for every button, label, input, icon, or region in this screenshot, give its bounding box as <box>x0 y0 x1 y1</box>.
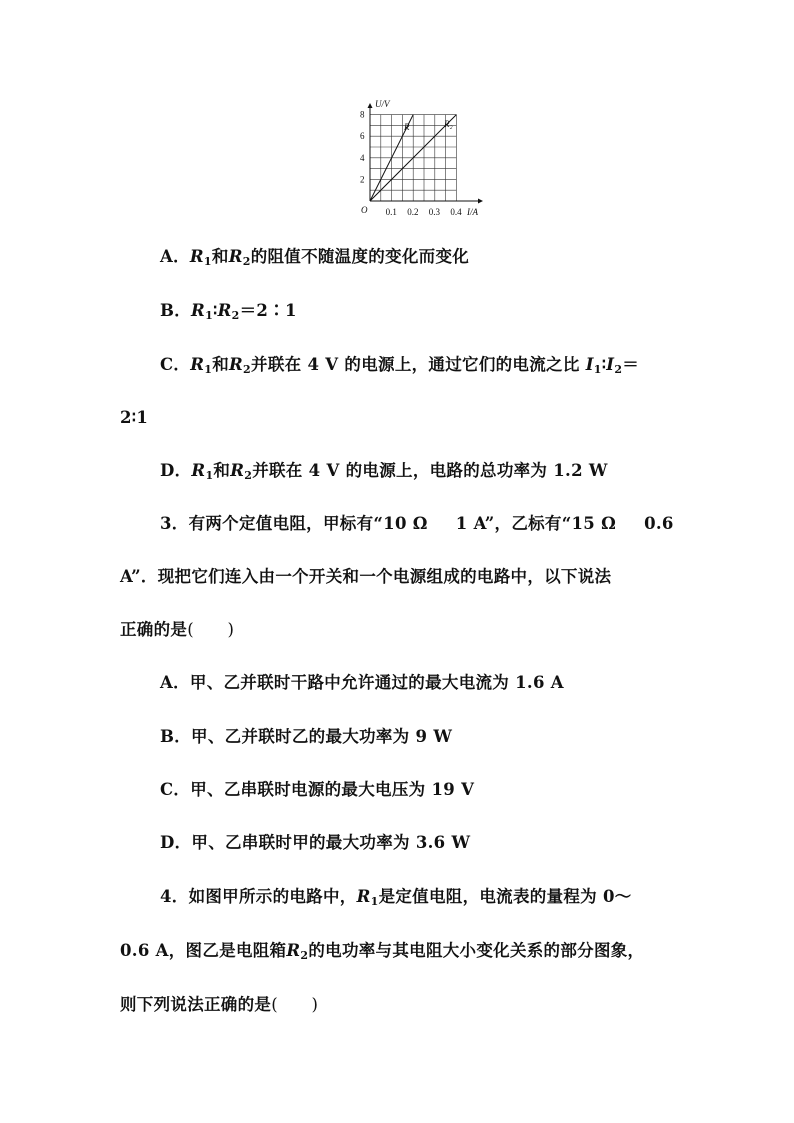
q4-stem-line3 <box>120 993 318 1017</box>
subscript: 2 <box>614 363 623 376</box>
subscript: 2 <box>244 469 253 482</box>
y-tick-label: 6 <box>360 131 365 142</box>
subscript: 2 <box>231 309 240 322</box>
option-text: 和 <box>213 461 231 480</box>
subscript: 2 <box>300 949 309 962</box>
q3-text: 1 A”，乙标有“15 Ω <box>455 514 617 533</box>
q3-option-c: C．甲、乙串联时电源的最大电压为 19 V <box>160 780 475 799</box>
symbol-r2: R <box>229 355 244 374</box>
q3-stem-line3 <box>120 618 234 642</box>
subscript: 2 <box>242 255 251 268</box>
symbol-i2: I <box>606 355 615 374</box>
symbol-r1: R <box>189 247 204 266</box>
option-text: 并联在 4 V 的电源上，电路的总功率为 1.2 W <box>252 461 608 480</box>
q4-text: 4．如图甲所示的电路中， <box>160 887 357 906</box>
option-prefix: C． <box>160 355 191 374</box>
x-tick-label: 0.1 <box>385 207 397 217</box>
y-tick-label: 4 <box>360 152 365 163</box>
option-prefix: A． <box>160 247 190 266</box>
symbol-r1: R <box>191 461 206 480</box>
y-axis-arrow <box>368 103 373 108</box>
symbol-i1: I <box>585 355 594 374</box>
subscript: 1 <box>205 469 214 482</box>
option-text: 和 <box>212 355 230 374</box>
symbol-r1: R <box>356 887 371 906</box>
option-text: 2∶1 <box>120 408 149 427</box>
option-text: ∶ <box>601 355 607 374</box>
q4-stem-line2 <box>120 939 644 968</box>
option-text: ＝ <box>622 355 640 374</box>
option-text: ∶ <box>213 301 218 320</box>
option-text: 的阻值不随温度的变化而变化 <box>250 247 470 266</box>
q4-text: 则下列说法正确的是 <box>120 995 272 1014</box>
q3-option-a: A．甲、乙并联时干路中允许通过的最大电流为 1.6 A <box>160 673 564 692</box>
subscript: 1 <box>203 255 212 268</box>
line-label-r1: R <box>404 122 410 132</box>
x-tick-label: 0.4 <box>450 207 462 217</box>
x-tick-labels <box>386 207 463 217</box>
q4-text: 的电功率与其电阻大小变化关系的部分图象， <box>308 941 645 960</box>
subscript: 1 <box>204 363 213 376</box>
symbol-r1: R <box>191 301 206 320</box>
subscript: 1 <box>370 895 379 908</box>
u-i-graph-svg <box>356 96 486 220</box>
q3-text: A”．现把它们连入由一个开关和一个电源组成的电路中，以下说法 <box>120 567 612 586</box>
option-text: ＝2∶1 <box>239 301 297 320</box>
x-axis-label: I/A <box>467 207 478 217</box>
symbol-r2: R <box>286 941 301 960</box>
line-label-r2: R₂ <box>444 119 453 129</box>
q3-stem-line1 <box>160 512 674 536</box>
q4-stem-line1 <box>160 885 632 914</box>
symbol-r2: R <box>217 301 232 320</box>
subscript: 1 <box>205 309 214 322</box>
q3-text: 0.6 <box>644 514 674 533</box>
q2-option-b <box>160 299 297 328</box>
q2-option-c <box>160 353 639 382</box>
option-prefix: B． <box>160 301 192 320</box>
u-i-graph <box>356 96 486 220</box>
y-tick-labels <box>360 110 365 185</box>
subscript: 2 <box>243 363 252 376</box>
q2-option-a <box>160 245 469 274</box>
x-tick-label: 0.2 <box>407 207 419 217</box>
q3-option-d: D．甲、乙串联时甲的最大功率为 3.6 W <box>160 833 471 852</box>
y-tick-label: 2 <box>360 174 365 185</box>
option-prefix: D． <box>160 461 192 480</box>
q4-text: 是定值电阻，电流表的量程为 0～ <box>378 887 632 906</box>
x-tick-label: 0.3 <box>428 207 441 217</box>
answer-blank: ( ) <box>271 995 319 1014</box>
q2-option-d <box>160 459 608 488</box>
x-axis-arrow <box>478 199 483 204</box>
option-text: 并联在 4 V 的电源上，通过它们的电流之比 <box>251 355 586 374</box>
y-axis-label: U/V <box>375 99 390 109</box>
answer-blank: ( ) <box>187 620 235 639</box>
origin-label: O <box>361 205 368 215</box>
q3-text: 3．有两个定值电阻，甲标有“10 Ω <box>160 514 428 533</box>
q3-option-b: B．甲、乙并联时乙的最大功率为 9 W <box>160 727 453 746</box>
q4-text: 0.6 A，图乙是电阻箱 <box>120 941 287 960</box>
y-tick-label: 8 <box>360 109 365 120</box>
q3-stem-line2 <box>120 565 611 589</box>
option-text: 和 <box>211 247 229 266</box>
symbol-r2: R <box>228 247 243 266</box>
q2-option-c-continued <box>120 406 148 430</box>
symbol-r1: R <box>190 355 205 374</box>
q3-text: 正确的是 <box>120 620 188 639</box>
symbol-r2: R <box>230 461 245 480</box>
subscript: 1 <box>593 363 602 376</box>
